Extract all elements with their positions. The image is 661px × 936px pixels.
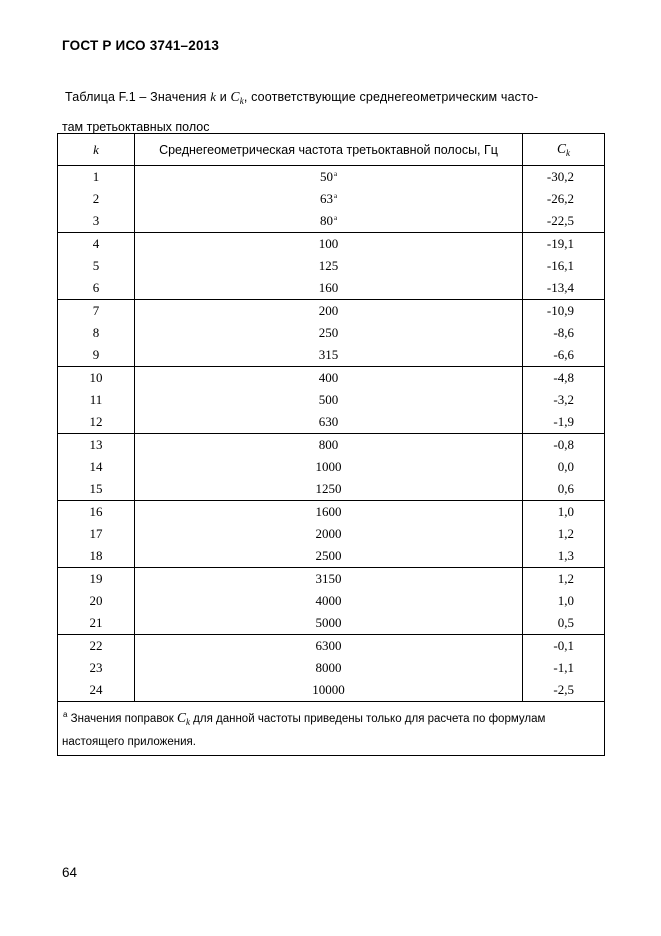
cell-k: 22 — [58, 635, 135, 658]
frequency-value: 125 — [318, 258, 339, 273]
cell-k: 7 — [58, 300, 135, 323]
frequency-value: 630 — [318, 414, 339, 429]
cell-k: 14 — [58, 456, 135, 478]
cell-frequency — [135, 434, 523, 457]
document-code: ГОСТ Р ИСО 3741–2013 — [62, 38, 220, 53]
cell-frequency — [135, 456, 523, 478]
table-footnote — [58, 702, 605, 756]
frequency-value: 8000 — [315, 660, 342, 675]
frequency-value: 200 — [318, 303, 339, 318]
frequency-value: 4000 — [315, 593, 342, 608]
cell-frequency — [135, 657, 523, 679]
cell-ck: -0,8 — [523, 434, 605, 457]
frequency-value: 1000 — [315, 459, 342, 474]
caption-prefix: Таблица F.1 – Значения — [65, 90, 207, 104]
cell-frequency — [135, 389, 523, 411]
cell-k: 17 — [58, 523, 135, 545]
cell-frequency — [135, 344, 523, 367]
cell-frequency — [135, 277, 523, 300]
table-row — [58, 188, 605, 210]
cell-k: 9 — [58, 344, 135, 367]
footnote-row — [58, 702, 605, 756]
caption-and: и — [219, 90, 227, 104]
table-body — [58, 166, 605, 702]
table-row — [58, 411, 605, 434]
table-row — [58, 523, 605, 545]
cell-ck: -6,6 — [523, 344, 605, 367]
footnote-var-c: C — [176, 710, 186, 725]
table-row — [58, 635, 605, 658]
table-row — [58, 501, 605, 524]
header-c-label: C — [556, 141, 566, 156]
table-row — [58, 456, 605, 478]
cell-ck: -2,5 — [523, 679, 605, 702]
cell-frequency — [135, 612, 523, 635]
cell-frequency — [135, 322, 523, 344]
frequency-value: 3150 — [315, 571, 342, 586]
cell-k: 23 — [58, 657, 135, 679]
cell-ck: -19,1 — [523, 233, 605, 256]
cell-k: 21 — [58, 612, 135, 635]
cell-ck: -30,2 — [523, 166, 605, 189]
table-row — [58, 679, 605, 702]
table-row — [58, 545, 605, 568]
cell-k: 11 — [58, 389, 135, 411]
cell-ck: -13,4 — [523, 277, 605, 300]
footnote-reference: a — [333, 214, 338, 222]
cell-k: 24 — [58, 679, 135, 702]
table-row — [58, 233, 605, 256]
frequency-value: 10000 — [312, 682, 345, 697]
frequency-value: 2000 — [315, 526, 342, 541]
frequency-value: 400 — [318, 370, 339, 385]
header-ck — [523, 134, 605, 166]
cell-frequency — [135, 166, 523, 189]
frequency-value: 50 — [319, 169, 333, 184]
table-caption — [62, 84, 607, 140]
table-row — [58, 367, 605, 390]
footnote-mark: a — [63, 710, 68, 719]
caption-suffix: , соответствующие среднегеометрическим часто- — [243, 90, 539, 104]
footnote-reference: a — [333, 192, 338, 200]
header-k-label: k — [93, 141, 99, 157]
cell-frequency — [135, 679, 523, 702]
frequency-value: 6300 — [315, 638, 342, 653]
table-row — [58, 255, 605, 277]
frequency-value: 1250 — [315, 481, 342, 496]
cell-frequency — [135, 411, 523, 434]
cell-ck: 1,0 — [523, 501, 605, 524]
cell-k: 13 — [58, 434, 135, 457]
frequency-value: 1600 — [315, 504, 342, 519]
cell-ck: 1,2 — [523, 523, 605, 545]
cell-k: 6 — [58, 277, 135, 300]
table-row — [58, 389, 605, 411]
footnote-reference: a — [333, 170, 338, 178]
cell-frequency — [135, 523, 523, 545]
table-row — [58, 166, 605, 189]
cell-ck: 1,0 — [523, 590, 605, 612]
header-k — [58, 134, 135, 166]
cell-k: 10 — [58, 367, 135, 390]
cell-frequency — [135, 545, 523, 568]
cell-ck: -1,9 — [523, 411, 605, 434]
frequency-value: 800 — [318, 437, 339, 452]
table-row — [58, 300, 605, 323]
cell-k: 8 — [58, 322, 135, 344]
table-row — [58, 568, 605, 591]
caption-line-2: там третьоктавных полос — [62, 120, 210, 134]
cell-k: 12 — [58, 411, 135, 434]
cell-ck: -1,1 — [523, 657, 605, 679]
cell-ck: -10,9 — [523, 300, 605, 323]
table-row — [58, 322, 605, 344]
cell-ck: -0,1 — [523, 635, 605, 658]
cell-frequency — [135, 590, 523, 612]
cell-ck: -22,5 — [523, 210, 605, 233]
cell-frequency — [135, 635, 523, 658]
cell-k: 5 — [58, 255, 135, 277]
caption-var-c: C — [230, 89, 240, 104]
frequency-value: 5000 — [315, 615, 342, 630]
cell-ck: 0,5 — [523, 612, 605, 635]
cell-k: 2 — [58, 188, 135, 210]
table-row — [58, 344, 605, 367]
cell-ck: 1,2 — [523, 568, 605, 591]
cell-frequency — [135, 501, 523, 524]
frequency-value: 160 — [318, 280, 339, 295]
footnote-text: для данной частоты приведены только для расчета по формулам настоящего приложения. — [62, 713, 546, 748]
cell-k: 20 — [58, 590, 135, 612]
cell-frequency — [135, 300, 523, 323]
page-number: 64 — [62, 865, 78, 880]
cell-frequency — [135, 188, 523, 210]
cell-ck: -3,2 — [523, 389, 605, 411]
header-c-sub: k — [566, 148, 570, 158]
cell-k: 18 — [58, 545, 135, 568]
cell-ck: 0,0 — [523, 456, 605, 478]
cell-frequency — [135, 233, 523, 256]
cell-frequency — [135, 568, 523, 591]
caption-var-c-sub: k — [239, 96, 244, 106]
footnote-var-c-sub: k — [185, 717, 190, 727]
cell-k: 19 — [58, 568, 135, 591]
frequency-value: 250 — [318, 325, 339, 340]
cell-frequency — [135, 478, 523, 501]
frequency-value: 100 — [318, 236, 339, 251]
cell-frequency — [135, 367, 523, 390]
cell-k: 15 — [58, 478, 135, 501]
cell-frequency — [135, 255, 523, 277]
cell-ck: -16,1 — [523, 255, 605, 277]
table-row — [58, 210, 605, 233]
table-row — [58, 612, 605, 635]
footnote-prefix: Значения поправок — [70, 713, 174, 725]
caption-var-ck — [231, 89, 244, 104]
cell-ck: 0,6 — [523, 478, 605, 501]
cell-k: 4 — [58, 233, 135, 256]
cell-ck: -4,8 — [523, 367, 605, 390]
frequency-value: 2500 — [315, 548, 342, 563]
cell-ck: 1,3 — [523, 545, 605, 568]
frequency-value: 315 — [318, 347, 339, 362]
table-row — [58, 277, 605, 300]
frequency-value: 500 — [318, 392, 339, 407]
table-row — [58, 434, 605, 457]
frequency-value: 63 — [319, 191, 333, 206]
cell-ck: -8,6 — [523, 322, 605, 344]
table-header-row — [58, 134, 605, 166]
cell-frequency — [135, 210, 523, 233]
header-frequency: Среднегеометрическая частота третьоктавной полосы, Гц — [135, 134, 523, 166]
footnote-var-ck — [177, 710, 190, 725]
cell-k: 1 — [58, 166, 135, 189]
table-row — [58, 590, 605, 612]
caption-var-k: k — [210, 89, 217, 104]
cell-k: 3 — [58, 210, 135, 233]
table-row — [58, 478, 605, 501]
frequency-table — [57, 133, 605, 756]
cell-ck: -26,2 — [523, 188, 605, 210]
table-row — [58, 657, 605, 679]
frequency-value: 80 — [319, 213, 333, 228]
cell-k: 16 — [58, 501, 135, 524]
